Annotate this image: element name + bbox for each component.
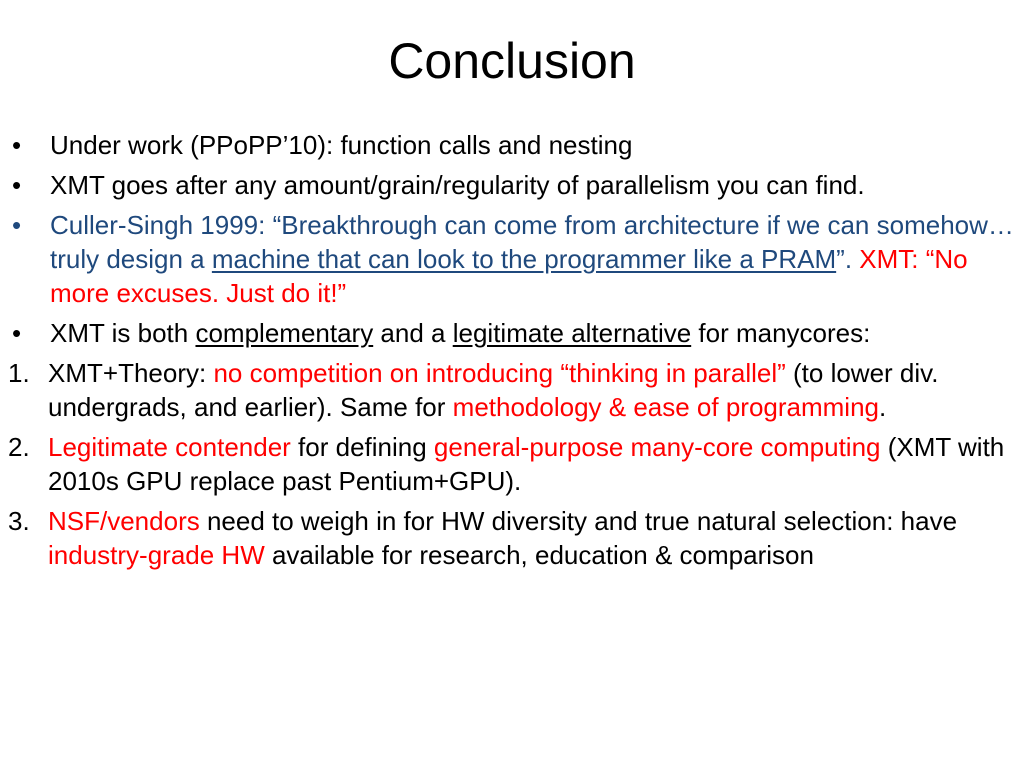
highlight-text: general-purpose many-core computing (433, 432, 881, 462)
slide-title: Conclusion (388, 33, 636, 89)
bullet-list (0, 128, 1016, 578)
item-text: for manycores: (691, 318, 871, 348)
item-text: for defining (290, 432, 434, 462)
list-item (0, 168, 1016, 202)
item-text: (XMT with 2010s GPU replace past Pentium+GPU). (48, 432, 1005, 496)
number-marker: 2. (8, 432, 30, 462)
item-text: XMT+Theory: (48, 358, 214, 388)
item-text: . (879, 392, 887, 422)
quote-close-text: ”. (836, 244, 860, 274)
item-text: need to weigh in for HW diversity and true natural selection: have (199, 506, 958, 536)
quote-text: Culler-Singh 1999: “Breakthrough can come from architecture if we can somehow…truly design a (50, 210, 1014, 274)
list-item-quote (0, 208, 1016, 310)
underlined-text: legitimate alternative (452, 318, 692, 348)
highlight-text: industry-grade HW (48, 540, 265, 570)
highlight-text: XMT: “No more excuses. Just do it!” (50, 244, 968, 308)
highlight-text: no competition on introducing “thinking in parallel” (213, 358, 786, 388)
highlight-text: Legitimate contender (48, 432, 291, 462)
highlight-text: NSF/vendors (48, 506, 200, 536)
list-item (0, 316, 1016, 350)
numbered-item-2 (0, 430, 1016, 498)
numbered-item-3 (0, 504, 1016, 572)
item-text: XMT goes after any amount/grain/regularity of parallelism you can find. (50, 170, 865, 200)
item-text: Under work (PPoPP’10): function calls and nesting (50, 130, 633, 160)
item-text: and a (373, 318, 453, 348)
item-text: (to lower div. undergrads, and earlier). Same for (48, 358, 939, 422)
numbered-item-1 (0, 356, 1016, 424)
underlined-text: machine that can look to the programmer like a PRAM (211, 244, 837, 274)
list-item (0, 128, 1016, 162)
item-text: available for research, education & comparison (264, 540, 814, 570)
bullet-marker: • (12, 170, 22, 200)
bullet-marker: • (12, 318, 22, 348)
underlined-text: complementary (195, 318, 374, 348)
number-marker: 1. (8, 358, 30, 388)
item-text: XMT is both (50, 318, 196, 348)
bullet-marker: • (12, 130, 22, 160)
highlight-text: methodology & ease of programming (452, 392, 880, 422)
number-marker: 3. (8, 506, 30, 536)
bullet-marker: • (12, 210, 22, 240)
